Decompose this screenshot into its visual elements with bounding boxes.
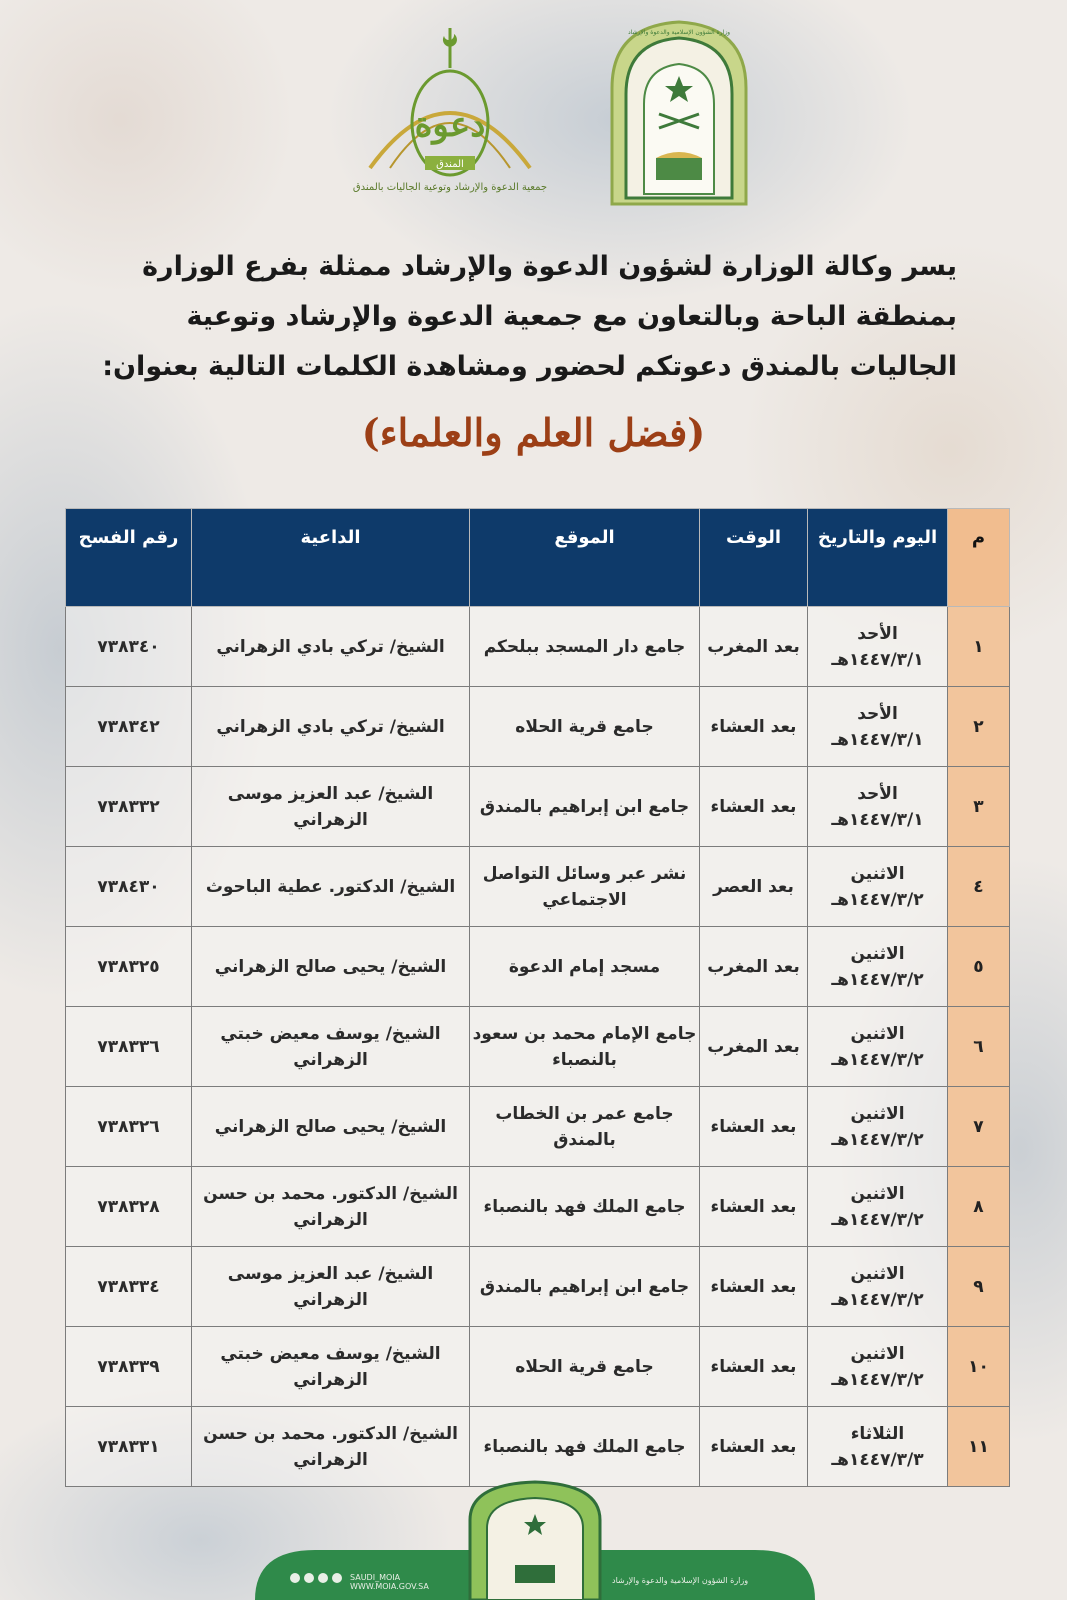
table-row (66, 1247, 1010, 1327)
row-day-date (808, 1007, 948, 1087)
cell-permit: ٧٣٨٣٣٤ (97, 1276, 160, 1297)
row-day-date (808, 1327, 948, 1407)
row-preacher (192, 1327, 470, 1407)
cell-time: بعد العشاء (710, 1116, 797, 1137)
row-location (470, 1247, 700, 1327)
cell-num: ٣ (973, 796, 984, 817)
row-permit (66, 767, 192, 847)
cell-location: جامع عمر بن الخطاب بالمندق (495, 1103, 674, 1150)
cell-date: ١٤٤٧/٣/١هـ (831, 809, 924, 830)
cell-date: ١٤٤٧/٣/٢هـ (831, 1049, 924, 1070)
cell-day: الأحد (857, 703, 898, 724)
cell-time: بعد العشاء (710, 1276, 797, 1297)
table-row (66, 847, 1010, 927)
cell-date: ١٤٤٧/٣/٢هـ (831, 1129, 924, 1150)
cell-num: ٩ (973, 1276, 984, 1297)
intro-line-3: الجاليات بالمندق دعوتكم لحضور ومشاهدة الكلمات التالية بعنوان: (102, 351, 957, 382)
cell-day: الأحد (857, 623, 898, 644)
row-permit (66, 1247, 192, 1327)
row-time (700, 1167, 808, 1247)
row-preacher (192, 767, 470, 847)
cell-preacher: الشيخ/ يحيى صالح الزهراني (214, 1116, 447, 1137)
cell-location: جامع قرية الحلاه (515, 716, 654, 737)
table-row (66, 1167, 1010, 1247)
cell-day: الأحد (857, 783, 898, 804)
svg-text:جمعية الدعوة والإرشاد وتوعية ا: جمعية الدعوة والإرشاد وتوعية الجاليات بالمندق (352, 182, 548, 193)
schedule-table (65, 508, 1010, 1487)
cell-permit: ٧٣٨٣٣٦ (97, 1036, 160, 1057)
lecture-title: (فضل العلم والعلماء) (361, 410, 706, 455)
cell-date: ١٤٤٧/٣/٢هـ (831, 889, 924, 910)
cell-num: ٦ (973, 1036, 984, 1057)
table-row (66, 1327, 1010, 1407)
cell-location: جامع الملك فهد بالنصباء (483, 1436, 686, 1457)
cell-day: الاثنين (850, 1103, 905, 1124)
cell-time: بعد المغرب (707, 956, 800, 977)
table-row (66, 687, 1010, 767)
cell-permit: ٧٣٨٣٣٩ (97, 1356, 160, 1377)
dawah-association-logo (340, 18, 560, 208)
row-num (948, 847, 1010, 927)
row-permit (66, 927, 192, 1007)
cell-day: الاثنين (850, 1023, 905, 1044)
row-day-date (808, 767, 948, 847)
row-permit (66, 1167, 192, 1247)
cell-date: ١٤٤٧/٣/٢هـ (831, 969, 924, 990)
cell-preacher: الشيخ/ يوسف معيض خبتي الزهراني (220, 1023, 441, 1070)
row-location (470, 607, 700, 687)
ministry-logo (604, 18, 754, 208)
row-location (470, 1407, 700, 1487)
header-permit: رقم الفسح (66, 509, 192, 607)
row-preacher (192, 687, 470, 767)
header-preacher: الداعية (192, 509, 470, 607)
cell-time: بعد المغرب (707, 1036, 800, 1057)
row-preacher (192, 1087, 470, 1167)
row-permit (66, 1087, 192, 1167)
cell-location: نشر عبر وسائل التواصل الاجتماعي (482, 863, 687, 910)
cell-date: ١٤٤٧/٣/٢هـ (831, 1369, 924, 1390)
row-time (700, 687, 808, 767)
row-day-date (808, 927, 948, 1007)
table-row (66, 927, 1010, 1007)
row-preacher (192, 1007, 470, 1087)
row-time (700, 1327, 808, 1407)
cell-preacher: الشيخ/ تركي بادي الزهراني (216, 636, 445, 657)
svg-text:دعوة: دعوة (414, 105, 486, 145)
cell-preacher: الشيخ/ تركي بادي الزهراني (216, 716, 445, 737)
cell-date: ١٤٤٧/٣/١هـ (831, 729, 924, 750)
cell-location: جامع ابن إبراهيم بالمندق (479, 1276, 690, 1297)
row-day-date (808, 607, 948, 687)
cell-preacher: الشيخ/ الدكتور. عطية الباحوث (205, 876, 456, 897)
cell-preacher: الشيخ/ الدكتور. محمد بن حسن الزهراني (203, 1423, 458, 1470)
cell-location: جامع الإمام محمد بن سعود بالنصباء (472, 1023, 697, 1070)
footer-ministry-name: وزارة الشؤون الإسلامية والدعوة والإرشاد (612, 1576, 749, 1585)
cell-permit: ٧٣٨٣٣٢ (97, 796, 160, 817)
cell-time: بعد المغرب (707, 636, 800, 657)
cell-day: الاثنين (850, 943, 905, 964)
row-num (948, 1407, 1010, 1487)
row-preacher (192, 927, 470, 1007)
cell-num: ٨ (973, 1196, 984, 1217)
row-time (700, 1247, 808, 1327)
row-time (700, 1007, 808, 1087)
cell-time: بعد العشاء (710, 1196, 797, 1217)
ministry-seal-text (628, 29, 730, 36)
table-row (66, 767, 1010, 847)
row-num (948, 1327, 1010, 1407)
svg-text:المندق: المندق (436, 159, 464, 170)
header-location: الموقع (470, 509, 700, 607)
table-row (66, 1087, 1010, 1167)
cell-num: ٥ (973, 956, 984, 977)
row-time (700, 1407, 808, 1487)
svg-text:وزارة الشؤون الإسلامية والدعوة: وزارة الشؤون الإسلامية والدعوة والإرشاد (627, 29, 731, 36)
cell-time: بعد العشاء (710, 716, 797, 737)
cell-num: ١١ (968, 1436, 989, 1457)
intro-line-1: يسر وكالة الوزارة لشؤون الدعوة والإرشاد ممثلة بفرع الوزارة (142, 251, 957, 282)
row-permit (66, 687, 192, 767)
row-num (948, 1167, 1010, 1247)
cell-num: ٧ (973, 1116, 984, 1137)
row-num (948, 1247, 1010, 1327)
row-day-date (808, 1247, 948, 1327)
cell-day: الثلاثاء (850, 1423, 905, 1444)
header-day-date: اليوم والتاريخ (808, 509, 948, 607)
cell-date: ١٤٤٧/٣/٢هـ (831, 1289, 924, 1310)
row-time (700, 847, 808, 927)
cell-location: جامع الملك فهد بالنصباء (483, 1196, 686, 1217)
cell-time: بعد العشاء (710, 1356, 797, 1377)
row-location (470, 1087, 700, 1167)
cell-permit: ٧٣٨٣٣١ (97, 1436, 160, 1457)
cell-location: جامع ابن إبراهيم بالمندق (479, 796, 690, 817)
cell-num: ١٠ (968, 1356, 989, 1377)
row-time (700, 767, 808, 847)
cell-time: بعد العصر (713, 876, 794, 897)
cell-permit: ٧٣٨٣٤٢ (97, 716, 160, 737)
row-preacher (192, 847, 470, 927)
row-time (700, 927, 808, 1007)
row-permit (66, 1407, 192, 1487)
cell-num: ٤ (973, 876, 984, 897)
header-num: م (948, 509, 1010, 607)
table-row (66, 1407, 1010, 1487)
intro-line-2: بمنطقة الباحة وبالتعاون مع جمعية الدعوة والإرشاد وتوعية (186, 301, 957, 332)
cell-date: ١٤٤٧/٣/١هـ (831, 649, 924, 670)
footer-social-handle: SAUDI_MOIA WWW.MOIA.GOV.SA (350, 1573, 429, 1591)
row-num (948, 607, 1010, 687)
table-header-row (66, 509, 1010, 607)
cell-permit: ٧٣٨٣٢٨ (97, 1196, 160, 1217)
row-time (700, 1087, 808, 1167)
row-preacher (192, 1407, 470, 1487)
cell-preacher: الشيخ/ يحيى صالح الزهراني (214, 956, 447, 977)
row-permit (66, 1007, 192, 1087)
row-num (948, 1007, 1010, 1087)
cell-time: بعد العشاء (710, 796, 797, 817)
cell-location: جامع قرية الحلاه (515, 1356, 654, 1377)
row-preacher (192, 1247, 470, 1327)
cell-num: ٢ (973, 716, 984, 737)
row-day-date (808, 687, 948, 767)
row-num (948, 767, 1010, 847)
row-permit (66, 1327, 192, 1407)
row-day-date (808, 1167, 948, 1247)
row-location (470, 1167, 700, 1247)
cell-permit: ٧٣٨٣٤٠ (97, 636, 160, 657)
row-day-date (808, 1087, 948, 1167)
cell-location: مسجد إمام الدعوة (508, 956, 661, 977)
row-day-date (808, 847, 948, 927)
row-permit (66, 607, 192, 687)
row-location (470, 927, 700, 1007)
row-preacher (192, 607, 470, 687)
cell-permit: ٧٣٨٣٢٥ (97, 956, 160, 977)
cell-date: ١٤٤٧/٣/٢هـ (831, 1209, 924, 1230)
row-num (948, 1087, 1010, 1167)
cell-num: ١ (973, 636, 984, 657)
header-time: الوقت (700, 509, 808, 607)
cell-day: الاثنين (850, 1263, 905, 1284)
cell-preacher: الشيخ/ عبد العزيز موسى الزهراني (227, 1263, 434, 1310)
row-location (470, 1327, 700, 1407)
cell-preacher: الشيخ/ يوسف معيض خبتي الزهراني (220, 1343, 441, 1390)
row-preacher (192, 1167, 470, 1247)
row-location (470, 767, 700, 847)
cell-day: الاثنين (850, 1183, 905, 1204)
cell-permit: ٧٣٨٤٣٠ (97, 876, 160, 897)
cell-time: بعد العشاء (710, 1436, 797, 1457)
cell-day: الاثنين (850, 863, 905, 884)
table-row (66, 1007, 1010, 1087)
row-location (470, 1007, 700, 1087)
intro-paragraph (60, 242, 957, 392)
row-time (700, 607, 808, 687)
row-location (470, 687, 700, 767)
cell-location: جامع دار المسجد ببلحكم (483, 636, 686, 657)
cell-day: الاثنين (850, 1343, 905, 1364)
row-permit (66, 847, 192, 927)
cell-preacher: الشيخ/ الدكتور. محمد بن حسن الزهراني (203, 1183, 458, 1230)
row-num (948, 687, 1010, 767)
cell-preacher: الشيخ/ عبد العزيز موسى الزهراني (227, 783, 434, 830)
row-day-date (808, 1407, 948, 1487)
cell-date: ١٤٤٧/٣/٣هـ (831, 1449, 924, 1470)
row-num (948, 927, 1010, 1007)
row-location (470, 847, 700, 927)
cell-permit: ٧٣٨٣٢٦ (97, 1116, 160, 1137)
table-row (66, 607, 1010, 687)
